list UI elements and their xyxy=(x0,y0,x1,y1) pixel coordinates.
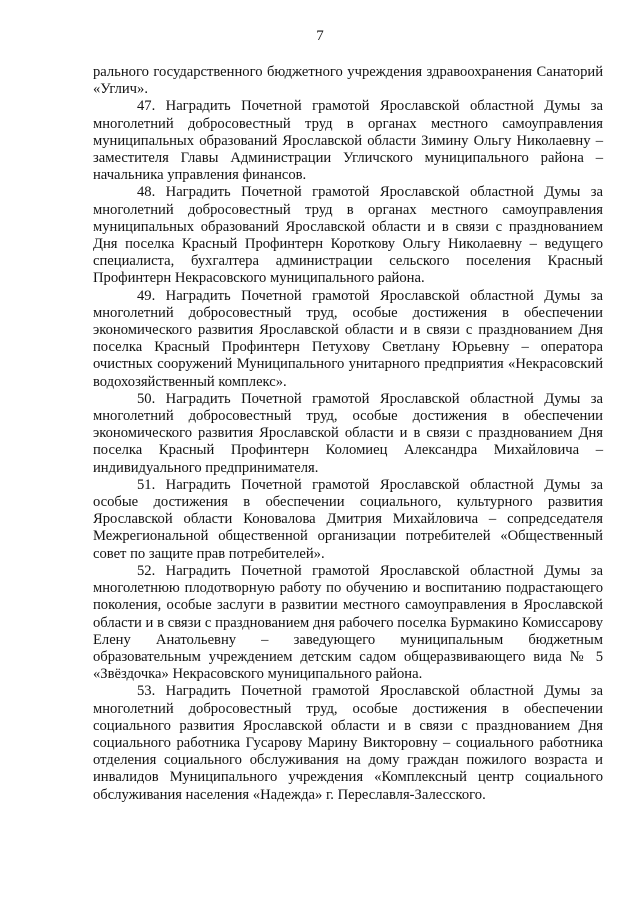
paragraph-53: 53. Наградить Почетной грамотой Ярославской областной Думы за многолетний добросовестный труд, особые достижения в обеспечении социального развития Ярославской области и в связи с празднованием Дня социального работника Гусарову Марину Викторовну – социального работника отделения социального обслуживания на дому граждан пожилого возраста и инвалидов Муниципального учреждения «Комплексный центр социального обслуживания населения «Надежда» г. Переславля-Залесского. xyxy=(93,683,603,803)
paragraph-52: 52. Наградить Почетной грамотой Ярославской областной Думы за многолетнюю плодотворную работу по обучению и воспитанию подрастающего поколения, особые заслуги в развитии местного самоуправления в Ярославской области и в связи с празднованием дня рабочего поселка Бурмакино Комиссарову Елену Анатольевну – заведующего муниципальным бюджетным образовательным учреждением детским садом общеразвивающего вида № 5 «Звёздочка» Некрасовского муниципального района. xyxy=(93,562,603,683)
paragraph-51: 51. Наградить Почетной грамотой Ярославской областной Думы за особые достижения в обеспечении социального, культурного развития Ярославской области Коновалова Дмитрия Михайловича – сопредседателя Межрегиональной общественной организации потребителей «Общественный совет по защите прав потребителей». xyxy=(93,476,603,562)
page-number: 7 xyxy=(316,28,324,44)
paragraph-48: 48. Наградить Почетной грамотой Ярославской областной Думы за многолетний добросовестный труд в органах местного самоуправления муниципальных образований Ярославской области и в связи с празднованием Дня поселка Красный Профинтерн Короткову Ольгу Николаевну – ведущего специалиста, бухгалтера администрации сельского поселения Красный Профинтерн Некрасовского муниципального района. xyxy=(93,184,603,287)
paragraph-50: 50. Наградить Почетной грамотой Ярославской областной Думы за многолетний добросовестный труд, особые достижения в обеспечении экономического развития Ярославской области и в связи с празднованием Дня поселка Красный Профинтерн Коломиец Александра Михайловича – индивидуального предпринимателя. xyxy=(93,390,603,476)
paragraph-49: 49. Наградить Почетной грамотой Ярославской областной Думы за многолетний добросовестный труд, особые достижения в обеспечении экономического развития Ярославской области и в связи с празднованием Дня поселка Красный Профинтерн Петухову Светлану Юрьевну – оператора очистных сооружений Муниципального унитарного предприятия «Некрасовский водохозяйственный комплекс». xyxy=(93,287,603,390)
continuation-paragraph: рального государственного бюджетного учреждения здравоохранения Санаторий «Углич». xyxy=(93,64,603,98)
paragraph-47: 47. Наградить Почетной грамотой Ярославской областной Думы за многолетний добросовестный труд в органах местного самоуправления муниципальных образований Ярославской области Зимину Ольгу Николаевну – заместителя Главы Администрации Угличского муниципального района – начальника управления финансов. xyxy=(93,98,603,184)
document-body xyxy=(93,64,603,804)
